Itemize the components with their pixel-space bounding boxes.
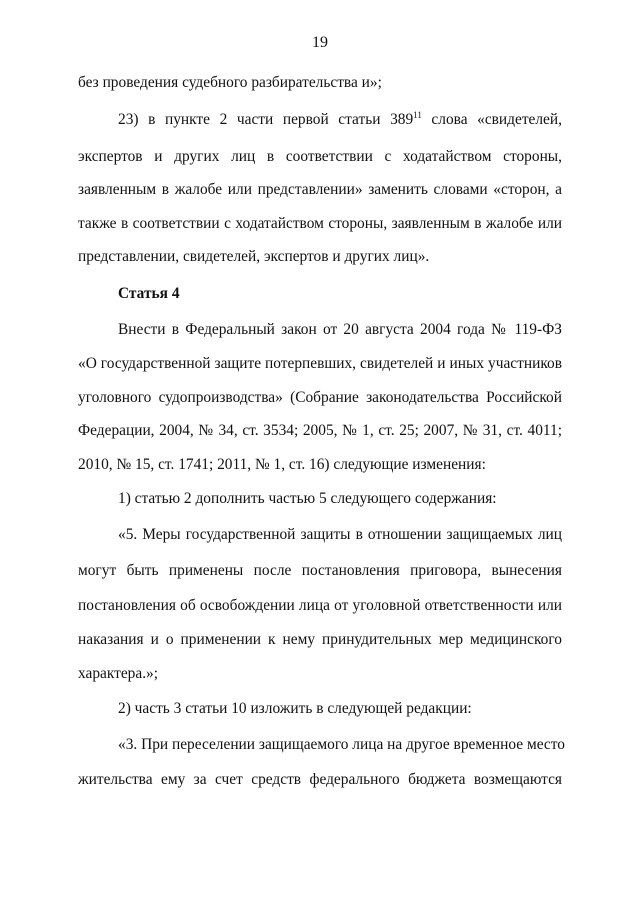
text-line: 2010, № 15, ст. 1741; 2011, № 1, ст. 16) следующие изменения: [78,456,486,473]
text-line: могут быть применены после постановления приговора, вынесения [78,562,562,579]
superscript: 11 [413,109,422,120]
text-line: жительства ему за счет средств федерального бюджета возмещаются [78,771,562,788]
text-fragment: слова «свидетелей, [421,111,562,128]
text-line: «5. Меры государственной защиты в отношении защищаемых лиц [118,526,562,543]
text-line: постановления об освобождении лица от уголовной ответственности или [78,597,562,614]
text-line: Внести в Федеральный закон от 20 августа 2004 года № 119-ФЗ [118,321,562,338]
text-line: наказания и о применении к нему принудительных мер медицинского [78,631,562,648]
article-heading: Статья 4 [118,285,180,302]
text-line: экспертов и других лиц в соответствии с ходатайством стороны, [78,148,562,165]
text-line: «О государственной защите потерпевших, свидетелей и иных участников [78,355,562,372]
text-line: «3. При переселении защищаемого лица на другое временное место [118,736,565,753]
text-line: заявленным в жалобе или представлении» заменить словами «сторон, а [78,181,562,198]
text-line: 1) статью 2 дополнить частью 5 следующего содержания: [118,490,497,507]
text-line: характера.»; [78,665,159,682]
text-fragment: 23) в пункте 2 части первой статьи 389 [118,111,414,128]
text-line: без проведения судебного разбирательства и»; [78,74,382,91]
text-line [118,110,562,130]
page-number: 19 [312,34,328,51]
text-line: также в соответствии с ходатайством стороны, заявленным в жалобе или [78,215,562,232]
text-line: Федерации, 2004, № 34, ст. 3534; 2005, № 1, ст. 25; 2007, № 31, ст. 4011; [78,422,562,439]
text-line: уголовного судопроизводства» (Собрание законодательства Российской [78,389,562,406]
text-line: представлении, свидетелей, экспертов и других лиц». [78,248,430,265]
text-line: 2) часть 3 статьи 10 изложить в следующей редакции: [118,700,472,717]
